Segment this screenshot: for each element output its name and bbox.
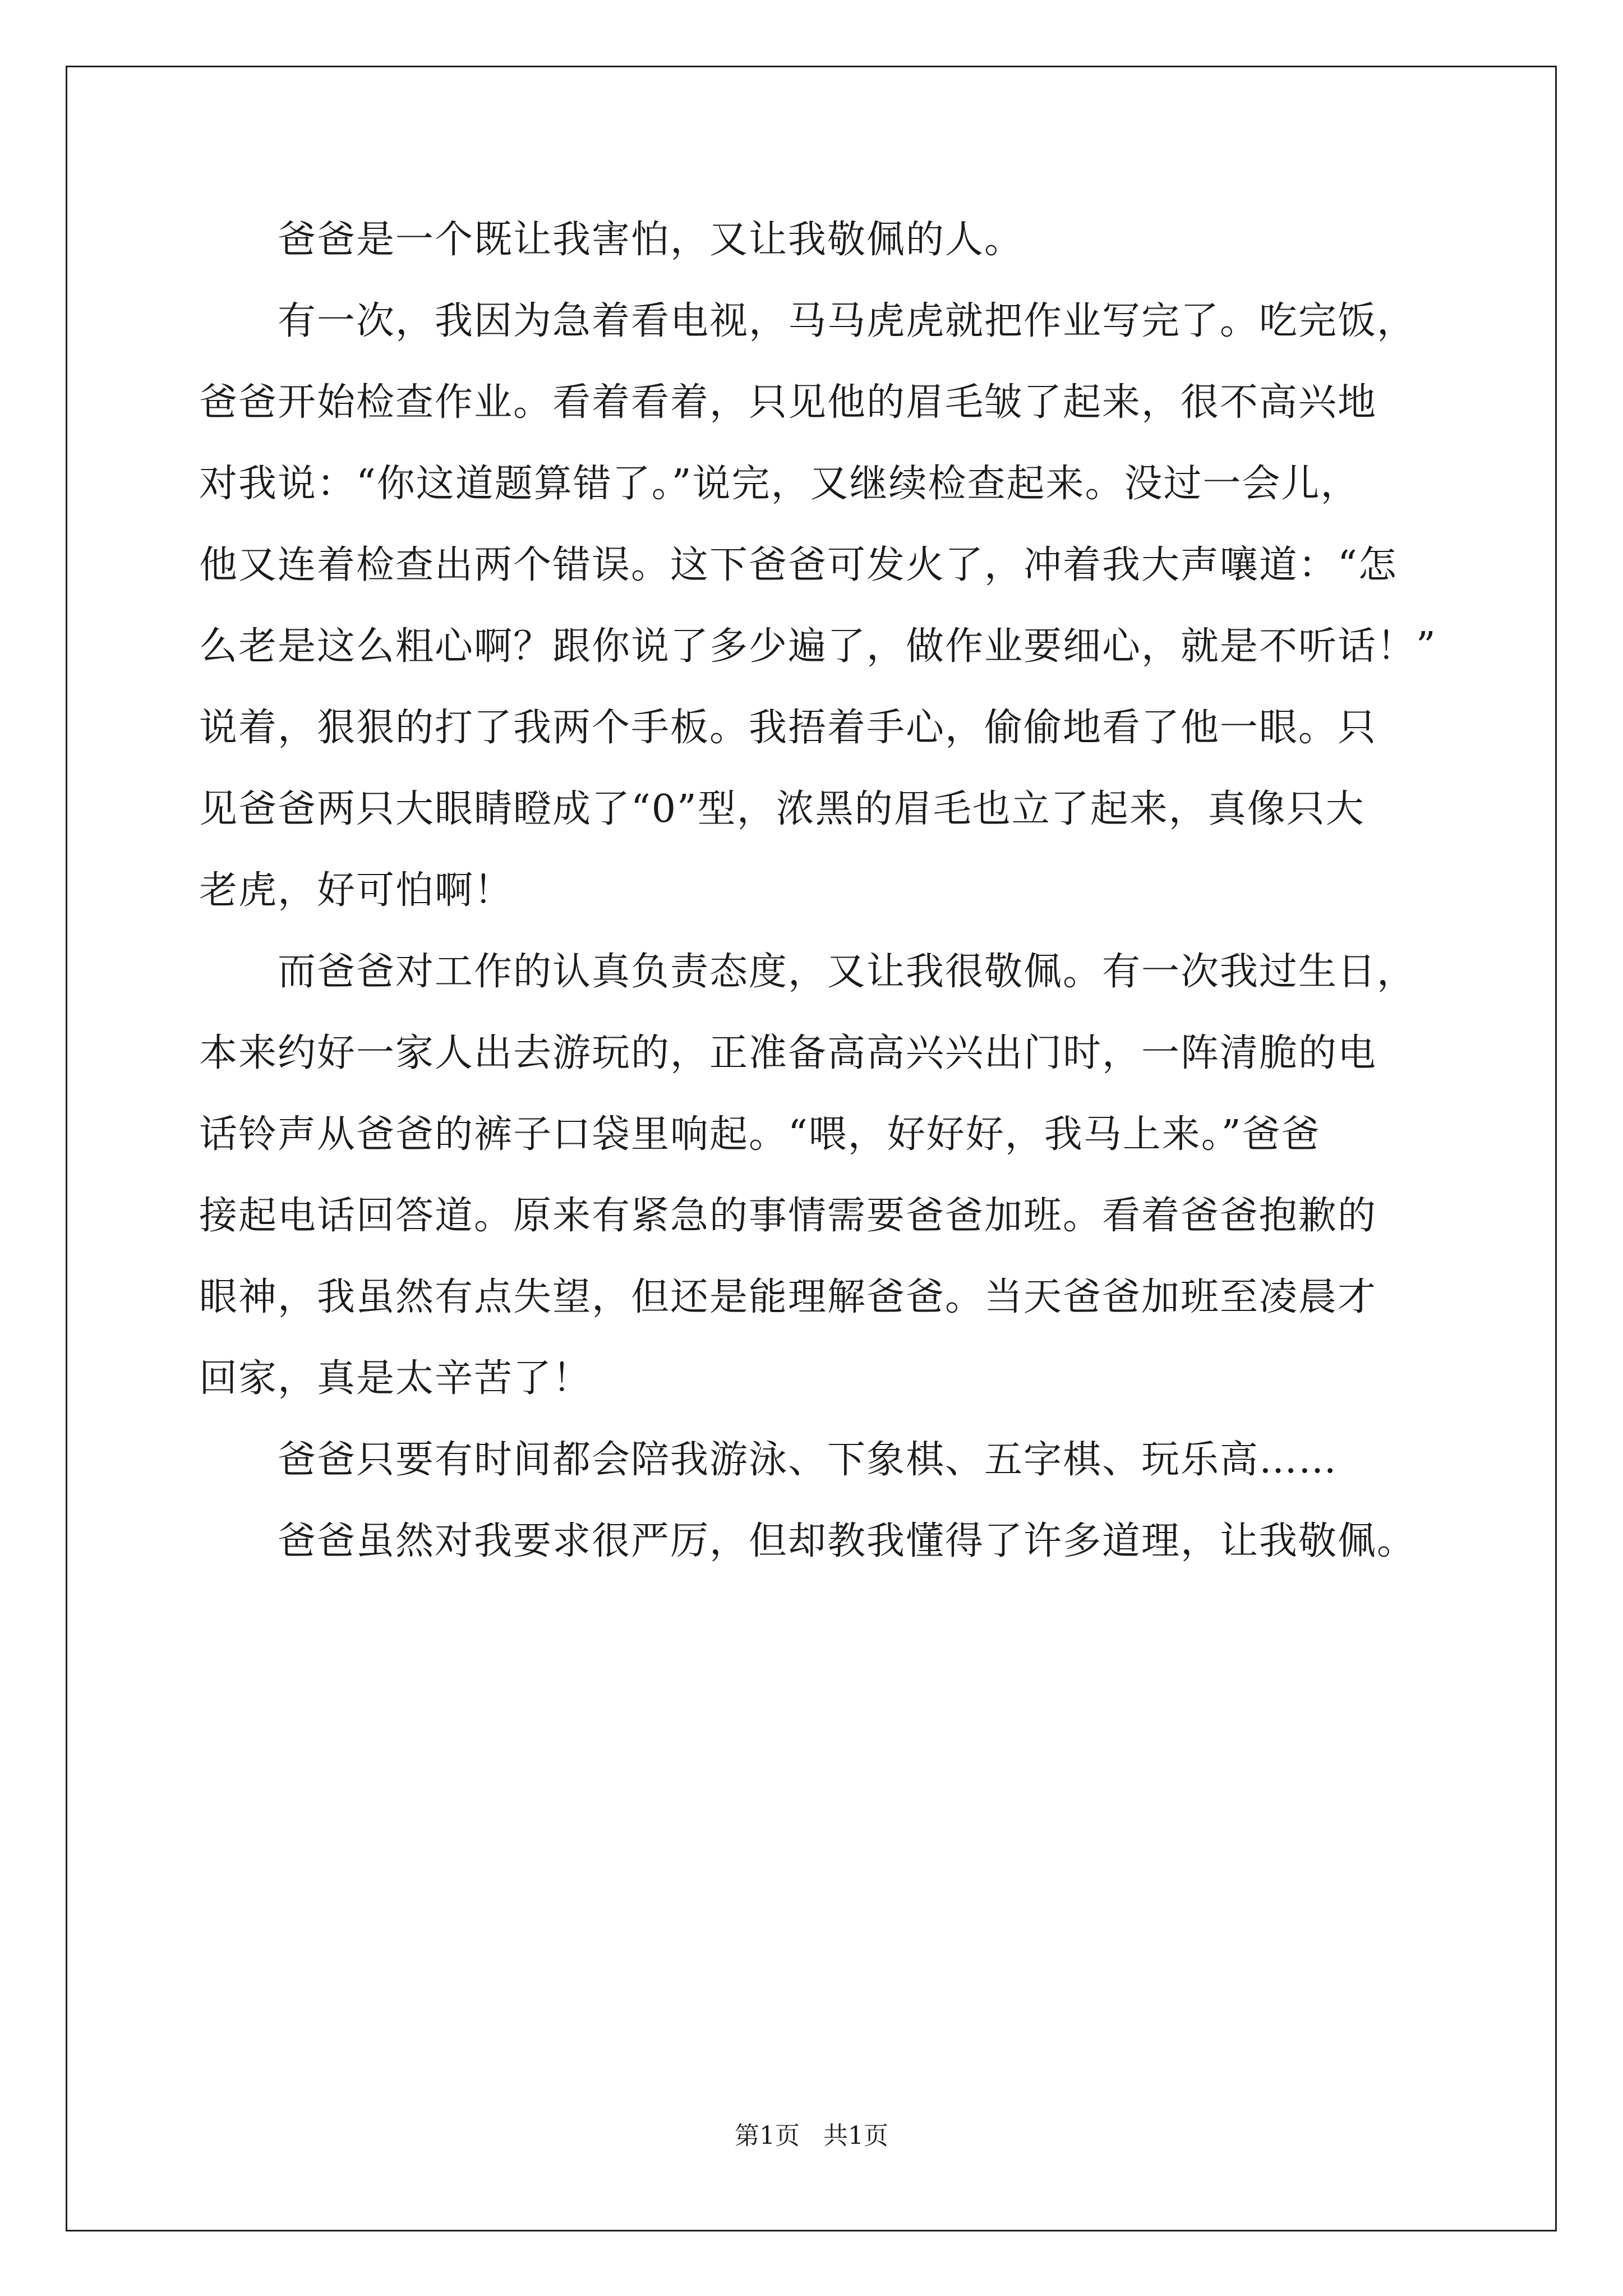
paragraph-2-line-5: 么老是这么粗心啊？跟你说了多少遍了，做作业要细心，就是不听话！” xyxy=(199,624,1437,669)
paragraph-1-line-1: 爸爸是一个既让我害怕，又让我敬佩的人。 xyxy=(278,218,1024,262)
paragraph-3-line-6: 回家，真是太辛苦了！ xyxy=(199,1356,592,1401)
paragraph-2-line-1: 有一次，我因为急着看电视，马马虎虎就把作业写完了。吃完饭， xyxy=(278,299,1417,343)
paragraph-3-line-3: 话铃声从爸爸的裤子口袋里响起。“喂，好好好，我马上来。”爸爸 xyxy=(199,1112,1321,1157)
paragraph-2-line-4: 他又连着检查出两个错误。这下爸爸可发火了，冲着我大声嚷道：“怎 xyxy=(199,543,1398,587)
paragraph-3-line-4: 接起电话回答道。原来有紧急的事情需要爸爸加班。看着爸爸抱歉的 xyxy=(199,1194,1377,1238)
paragraph-3-line-2: 本来约好一家人出去游玩的，正准备高高兴兴出门时，一阵清脆的电 xyxy=(199,1031,1377,1075)
paragraph-5-line-1: 爸爸虽然对我要求很严厉，但却教我懂得了许多道理，让我敬佩。 xyxy=(278,1519,1417,1563)
paragraph-3-line-5: 眼神，我虽然有点失望，但还是能理解爸爸。当天爸爸加班至凌晨才 xyxy=(199,1275,1377,1319)
paragraph-2-line-3: 对我说：“你这道题算错了。”说完，又继续检查起来。没过一会儿， xyxy=(199,462,1360,506)
paragraph-2-line-7: 见爸爸两只大眼睛瞪成了“0”型，浓黑的眉毛也立了起来，真像只大 xyxy=(199,787,1365,831)
page-footer: 第1页 共1页 xyxy=(735,2122,888,2150)
paragraph-2-line-2: 爸爸开始检查作业。看着看着，只见他的眉毛皱了起来，很不高兴地 xyxy=(199,380,1377,425)
paragraph-2-line-6: 说着，狠狠的打了我两个手板。我捂着手心，偷偷地看了他一眼。只 xyxy=(199,706,1377,750)
document-body xyxy=(199,199,1455,1582)
paragraph-4-line-1: 爸爸只要有时间都会陪我游泳、下象棋、五字棋、玩乐高…… xyxy=(278,1438,1338,1482)
paragraph-2-line-8: 老虎，好可怕啊！ xyxy=(199,868,514,913)
paragraph-3-line-1: 而爸爸对工作的认真负责态度，又让我很敬佩。有一次我过生日， xyxy=(278,950,1417,994)
